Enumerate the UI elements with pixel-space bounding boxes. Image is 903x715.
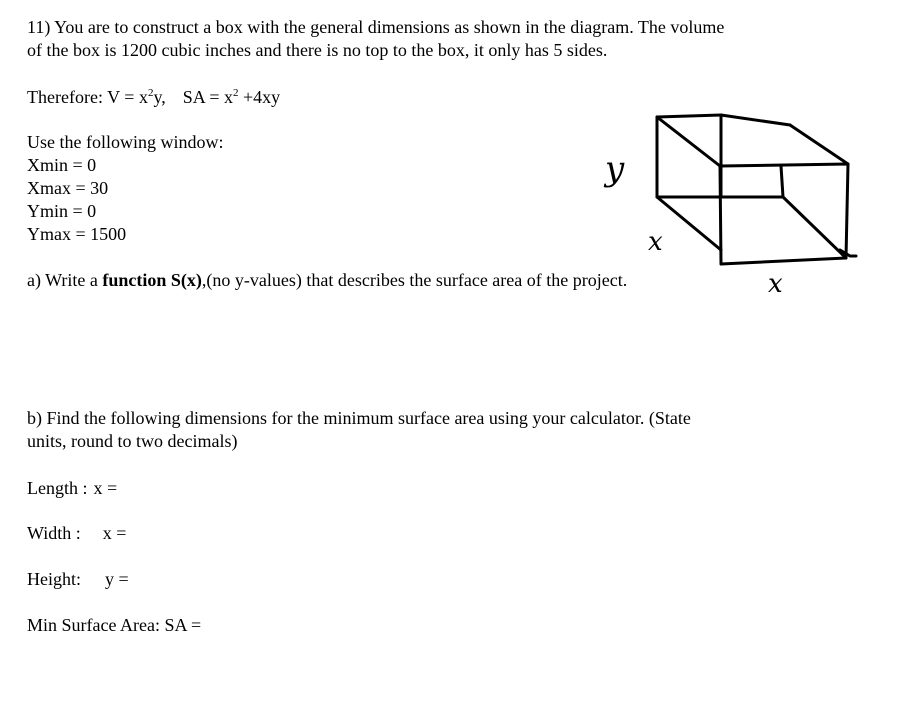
part-b-line-1: b) Find the following dimensions for the minimum surface area using your calculator. (State <box>27 408 691 428</box>
min-surface-area-row: Min Surface Area: SA = <box>27 615 202 635</box>
height-var: y = <box>105 569 129 589</box>
length-label: Length : <box>27 478 88 498</box>
box-top-right-edge <box>721 115 790 125</box>
problem-line-2: of the box is 1200 cubic inches and there is no top to the box, it only has 5 sides. <box>27 40 608 60</box>
height-label: Height: <box>27 569 81 589</box>
window-heading: Use the following window: <box>27 132 224 152</box>
width-var: x = <box>102 523 127 543</box>
volume-formula-base: V = x <box>107 87 148 107</box>
width-label: Width : <box>27 523 81 543</box>
volume-exponent: 2 <box>147 87 154 99</box>
diagram-label-x-side: x <box>648 227 663 257</box>
box-bottom-left-diagonal <box>657 197 721 250</box>
height-row <box>27 568 129 590</box>
formulas-line <box>27 86 280 108</box>
box-left-diagonal <box>657 117 720 166</box>
box-top-diagonal <box>790 125 848 164</box>
formulas-lead: Therefore: <box>27 87 108 107</box>
sa-exponent: 2 <box>232 87 239 99</box>
part-b-line-2: units, round to two decimals) <box>27 431 238 451</box>
box-diagram <box>600 100 865 300</box>
box-back-face <box>657 115 721 197</box>
window-xmax: Xmax = 30 <box>27 178 109 198</box>
box-front-face <box>720 164 848 264</box>
length-row <box>27 477 117 499</box>
box-inner-diagonal <box>783 197 846 258</box>
width-row <box>27 522 126 544</box>
problem-line-1: 11) You are to construct a box with the general dimensions as shown in the diagram. The volume <box>27 17 725 37</box>
sa-formula-base: SA = x <box>182 87 233 107</box>
length-var: x = <box>93 478 118 498</box>
part-a-prefix: a) Write a <box>27 270 103 290</box>
diagram-label-y: y <box>605 149 625 189</box>
diagram-label-x-bottom: x <box>768 269 783 299</box>
part-a-suffix: ,(no y-values) that describes the surface area of the project. <box>201 270 628 290</box>
window-ymin: Ymin = 0 <box>27 201 97 221</box>
sa-formula-rest: +4xy <box>238 87 281 107</box>
window-xmin: Xmin = 0 <box>27 155 97 175</box>
window-ymax: Ymax = 1500 <box>27 224 127 244</box>
part-a-prompt <box>27 269 627 291</box>
volume-formula-rest: y, <box>153 87 166 107</box>
part-a-function: function S(x) <box>102 270 202 290</box>
box-inner-bottom-edge <box>781 166 783 197</box>
